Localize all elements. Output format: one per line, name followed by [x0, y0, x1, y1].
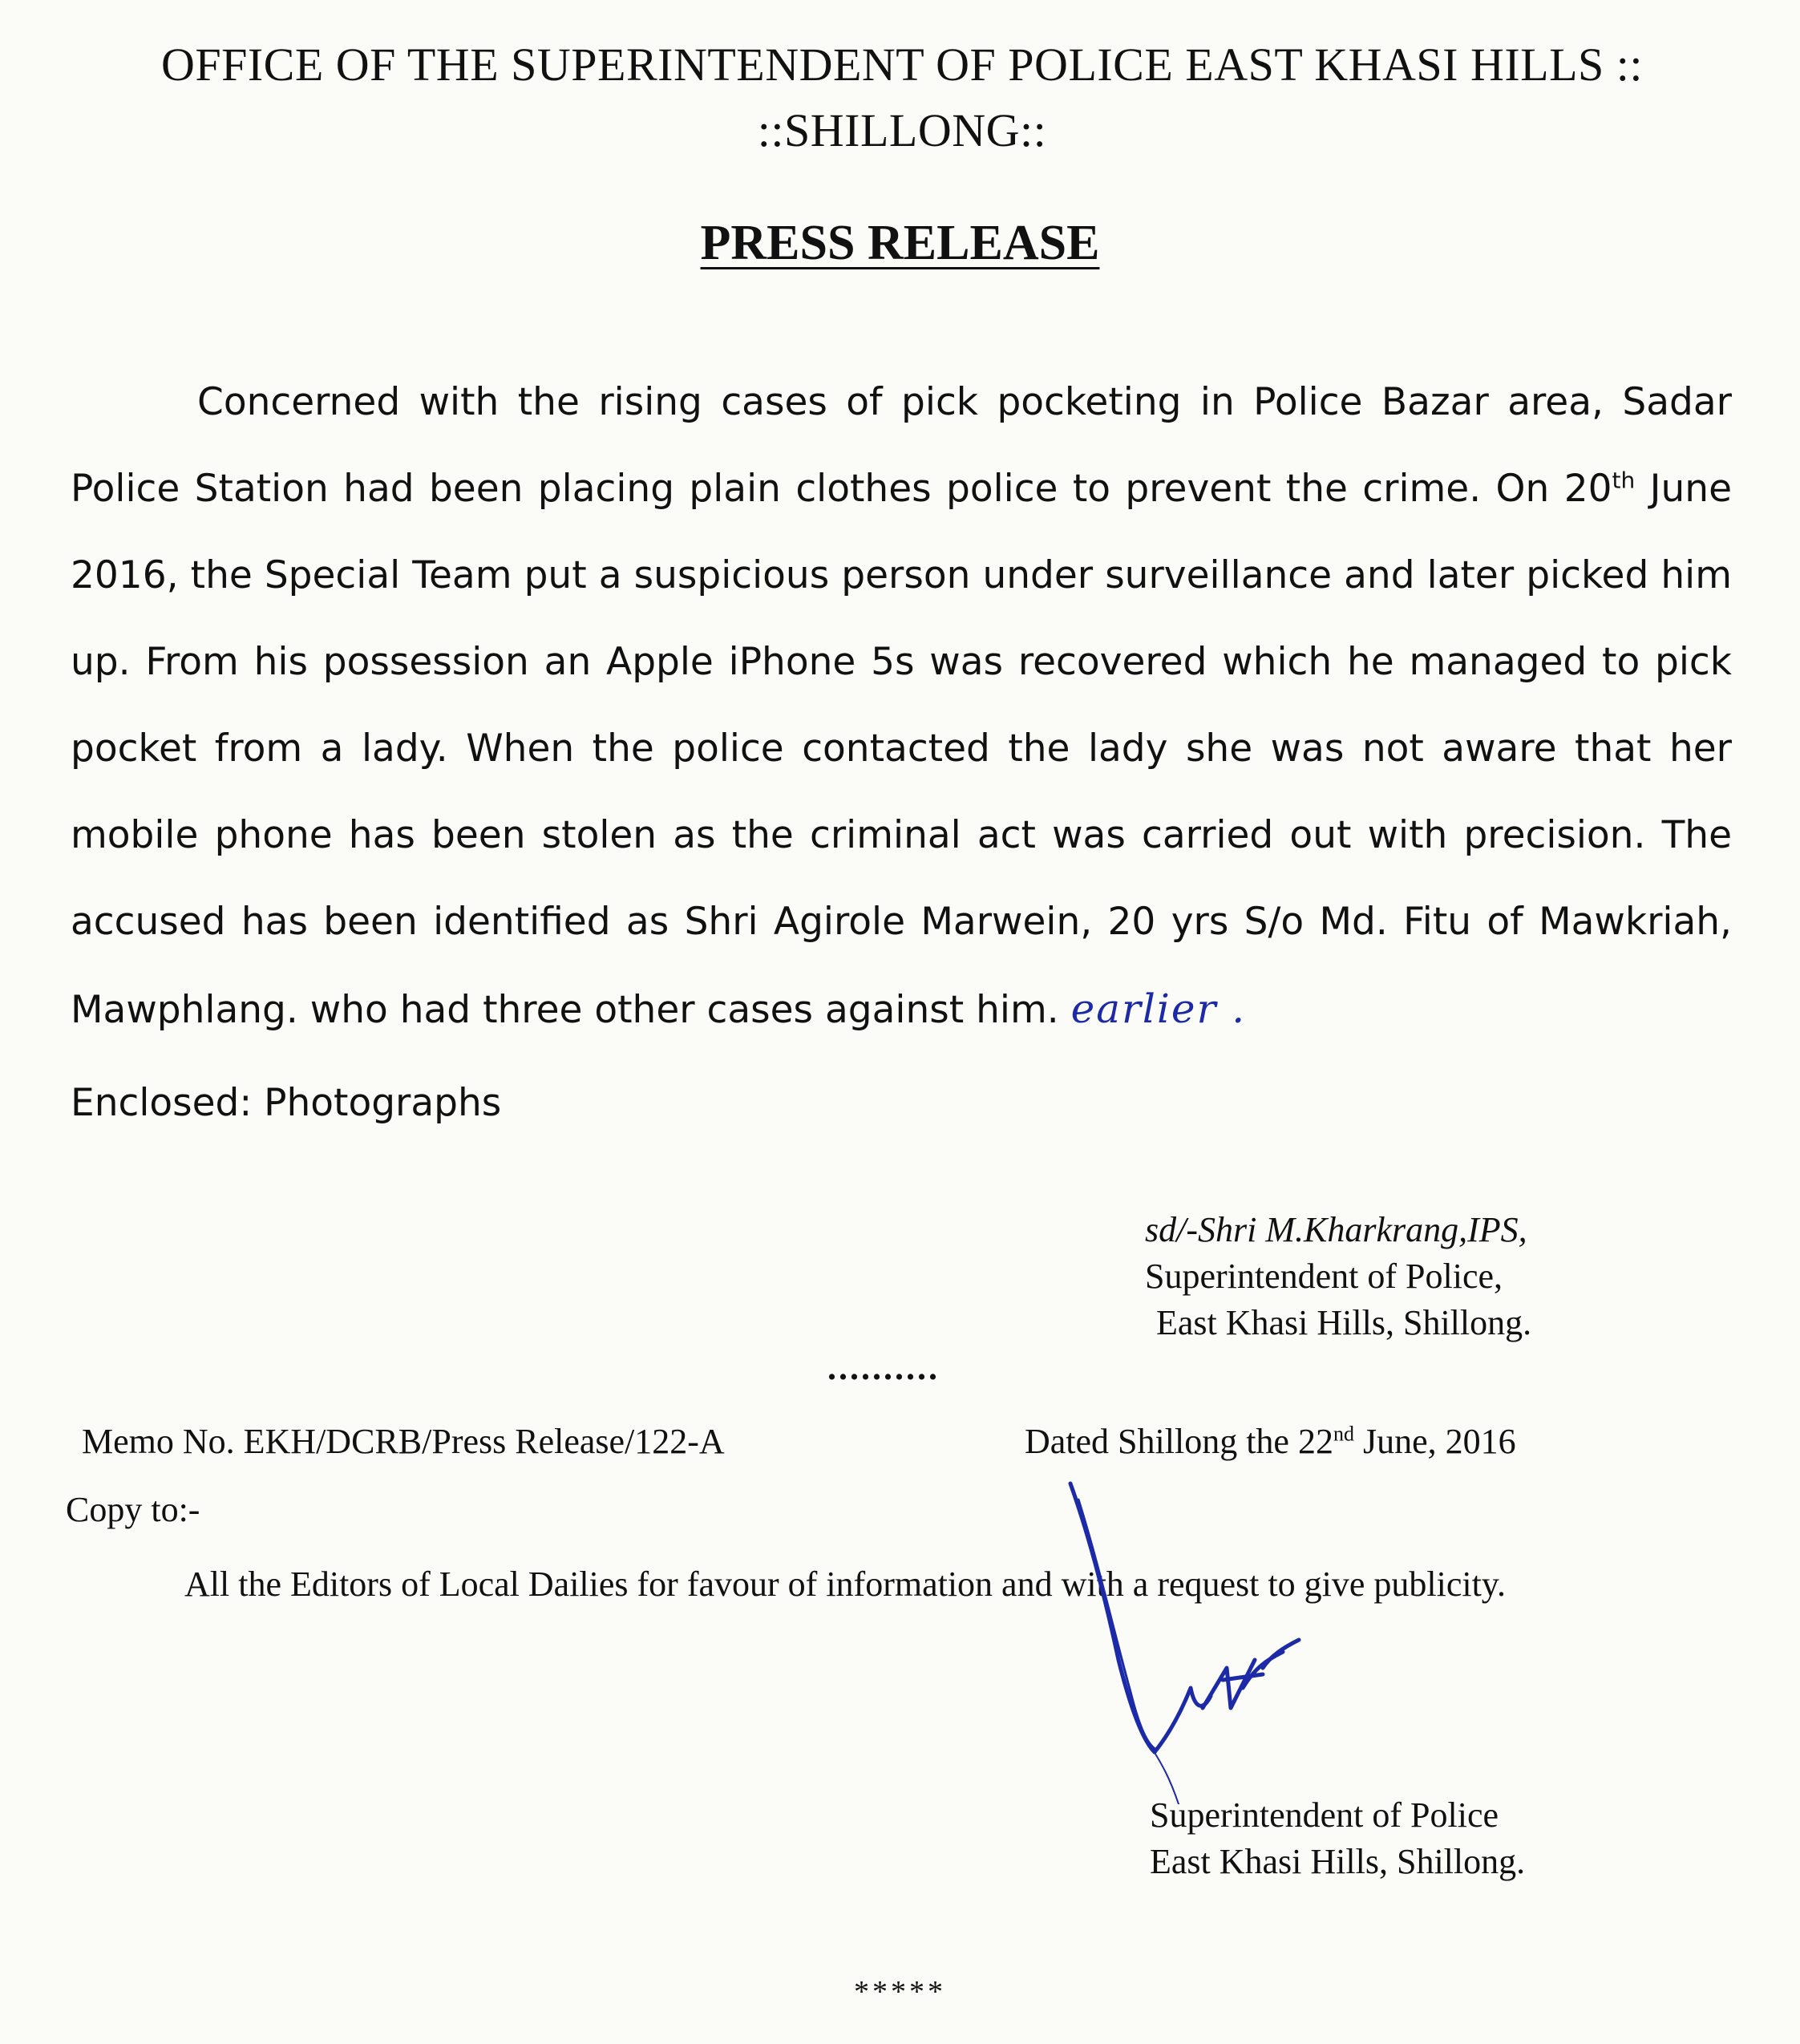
- memo-date: [1025, 1421, 1516, 1462]
- signatory-block-2: [1150, 1792, 1525, 1885]
- separator-dots: ..........: [827, 1348, 940, 1387]
- handwritten-signature: [1042, 1467, 1379, 1804]
- office-header-line2: ::SHILLONG::: [757, 104, 1047, 156]
- body-part1: Concerned with the rising cases of pick pocketing in Police Bazar area, Sadar Police Station had been placing plain clothes police to prevent the crime. On 20: [71, 380, 1732, 511]
- end-of-document-stars: *****: [854, 1975, 946, 2009]
- handwritten-annotation: earlier .: [1070, 986, 1247, 1032]
- office-header: [48, 32, 1756, 164]
- signatory-sd-line: sd/-Shri M.Kharkrang,IPS,: [1145, 1210, 1527, 1249]
- press-release-body: [71, 359, 1732, 1054]
- memo-date-sup: nd: [1333, 1422, 1354, 1446]
- enclosure-note: Enclosed: Photographs: [71, 1081, 502, 1125]
- memo-date-suffix: June, 2016: [1353, 1422, 1516, 1461]
- copy-to-text: All the Editors of Local Dailies for favour of information and with a request to give publicity.: [184, 1564, 1506, 1604]
- signatory-location: East Khasi Hills, Shillong.: [1156, 1303, 1532, 1342]
- body-date-sup: th: [1612, 467, 1636, 494]
- signatory2-designation: Superintendent of Police: [1150, 1795, 1499, 1835]
- office-header-line1: OFFICE OF THE SUPERINTENDENT OF POLICE EAST KHASI HILLS ::: [160, 38, 1644, 91]
- body-part2: June 2016, the Special Team put a suspicious person under surveillance and later picked him up. From his possession an Apple iPhone 5s was recovered which he managed to pick pocket from a lady. When the police contacted the lady she was not aware that her mobile phone has been stolen as the criminal act was carried out with precision. The accused has been identified as Shri Agirole Marwein, 20 yrs S/o Md. Fitu of Mawkriah, Mawphlang. who had three other cases against him.: [71, 467, 1733, 1032]
- memo-number: Memo No. EKH/DCRB/Press Release/122-A: [82, 1422, 725, 1461]
- press-release-title: [0, 215, 1800, 272]
- copy-to-label: Copy to:-: [66, 1490, 200, 1529]
- signatory-designation: Superintendent of Police,: [1145, 1257, 1503, 1296]
- signatory-block: [1145, 1207, 1531, 1346]
- signatory2-location: East Khasi Hills, Shillong.: [1150, 1842, 1526, 1881]
- memo-date-prefix: Dated Shillong the 22: [1025, 1422, 1333, 1461]
- title-text: PRESS RELEASE: [700, 216, 1100, 270]
